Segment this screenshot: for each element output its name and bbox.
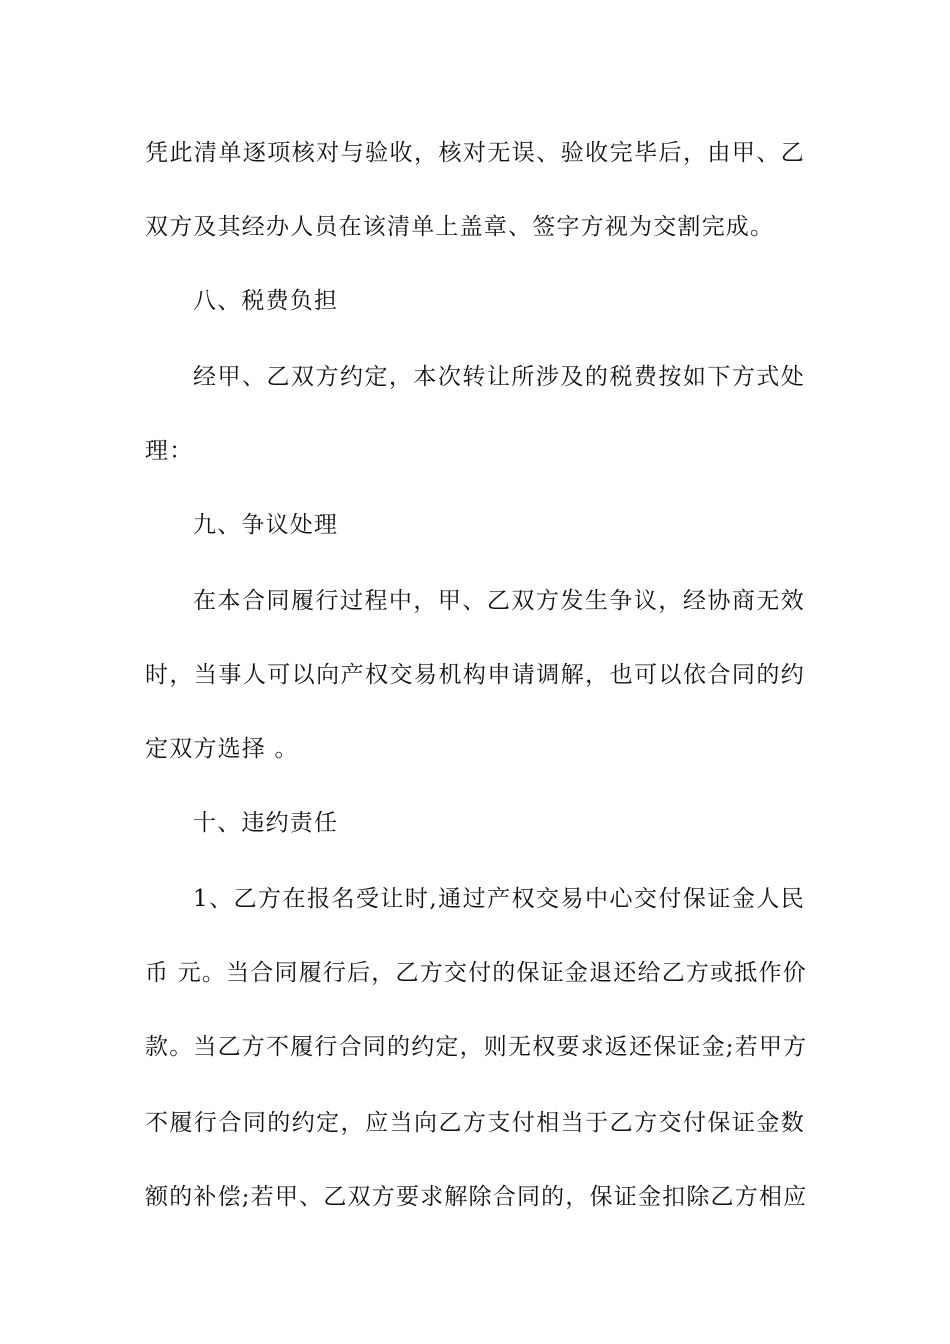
section-heading: 九、争议处理 bbox=[193, 512, 339, 538]
paragraph-line: 在本合同履行过程中，甲、乙双方发生争议，经协商无效 bbox=[193, 588, 805, 614]
paragraph-line: 双方及其经办人员在该清单上盖章、签字方视为交割完成。 bbox=[145, 214, 775, 240]
paragraph-line: 1、乙方在报名受让时,通过产权交易中心交付保证金人民 bbox=[193, 886, 805, 912]
section-heading: 十、违约责任 bbox=[193, 810, 339, 836]
paragraph-line: 定双方选择 。 bbox=[145, 736, 299, 762]
paragraph-line: 币 元。当合同履行后，乙方交付的保证金退还给乙方或抵作价 bbox=[145, 960, 807, 986]
paragraph-line: 经甲、乙双方约定，本次转让所涉及的税费按如下方式处 bbox=[193, 364, 805, 390]
paragraph-line: 理： bbox=[145, 438, 194, 464]
paragraph-line: 款。当乙方不履行合同的约定，则无权要求返还保证金;若甲方 bbox=[145, 1034, 808, 1060]
paragraph-line: 凭此清单逐项核对与验收，核对无误、验收完毕后，由甲、乙 bbox=[145, 140, 805, 166]
section-heading: 八、税费负担 bbox=[193, 288, 339, 314]
paragraph-line: 时，当事人可以向产权交易机构申请调解，也可以依合同的约 bbox=[145, 662, 805, 688]
paragraph-line: 额的补偿;若甲、乙双方要求解除合同的，保证金扣除乙方相应 bbox=[145, 1184, 808, 1210]
paragraph-line: 不履行合同的约定，应当向乙方支付相当于乙方交付保证金数 bbox=[145, 1110, 805, 1136]
